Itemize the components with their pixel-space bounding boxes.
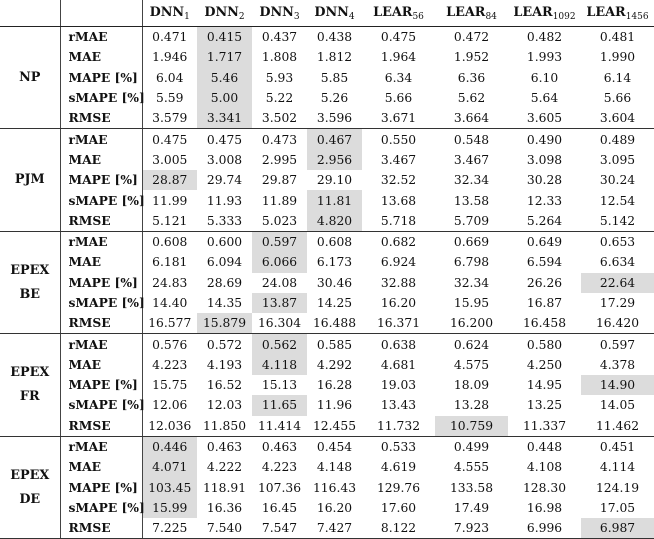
best-value-cell: 0.597 [252, 231, 307, 252]
value-cell: 0.576 [152, 337, 188, 352]
metric-label: sMAPE [%] [60, 498, 142, 518]
value-cell: 0.580 [526, 337, 563, 352]
value-cell: 1.964 [380, 50, 417, 65]
best-value-cell: 103.45 [142, 478, 197, 498]
value-cell: 16.200 [435, 313, 508, 334]
metric-label: MAPE [%] [60, 68, 142, 88]
value-cell: 0.482 [526, 30, 563, 45]
value-cell: 3.098 [526, 152, 563, 167]
value-cell: 0.548 [453, 132, 490, 147]
value-cell: 29.87 [261, 173, 298, 188]
value-cell: 1.808 [261, 50, 298, 65]
best-value-cell: 11.65 [252, 395, 307, 415]
value-cell: 6.14 [603, 70, 632, 85]
metric-label: MAE [60, 355, 142, 375]
value-cell: 15.75 [152, 378, 188, 393]
value-cell: 11.414 [252, 416, 307, 437]
value-cell: 16.458 [508, 313, 581, 334]
metric-label: sMAPE [%] [60, 190, 142, 210]
value-cell: 0.597 [599, 337, 636, 352]
metric-label: sMAPE [%] [60, 88, 142, 108]
value-cell: 4.222 [206, 460, 243, 475]
value-cell: 0.475 [380, 30, 417, 45]
best-value-cell: 0.415 [197, 27, 252, 48]
model-subscript: 4 [348, 11, 355, 22]
value-cell: 12.06 [152, 398, 188, 413]
model-name: LEAR [373, 4, 413, 20]
best-value-cell: 5.46 [197, 68, 252, 88]
best-value-cell: 0.562 [252, 334, 307, 355]
value-cell: 4.250 [526, 357, 563, 372]
model-subscript: 1 [184, 11, 190, 22]
best-value-cell: 15.879 [197, 313, 252, 334]
best-value-cell: 3.341 [197, 108, 252, 129]
value-cell: 3.671 [362, 108, 435, 129]
best-value-cell: 2.956 [307, 150, 362, 170]
metric-label: rMAE [60, 129, 142, 150]
value-cell: 0.463 [206, 440, 243, 455]
best-value-cell: 11.81 [307, 190, 362, 210]
value-cell: 5.62 [457, 91, 486, 106]
best-value-cell: 6.987 [581, 518, 654, 539]
value-cell: 5.22 [265, 91, 294, 106]
market-block [0, 334, 654, 436]
table-row [0, 129, 654, 150]
value-cell: 0.585 [316, 337, 353, 352]
value-cell: 7.923 [435, 518, 508, 539]
value-cell: 14.35 [206, 296, 243, 310]
value-cell: 28.69 [206, 275, 243, 290]
table-row [0, 88, 654, 108]
metric-label: RMSE [60, 416, 142, 437]
table-row [0, 150, 654, 170]
value-cell: 32.34 [453, 173, 490, 188]
value-cell: 0.624 [453, 337, 490, 352]
best-value-cell: 13.87 [252, 293, 307, 313]
value-cell: 16.36 [206, 500, 243, 515]
value-cell: 16.20 [380, 296, 417, 310]
table-row [0, 355, 654, 375]
table-row [0, 170, 654, 190]
value-cell: 6.173 [316, 255, 353, 270]
value-cell: 6.634 [599, 255, 636, 270]
table-row [0, 395, 654, 415]
value-cell: 24.83 [152, 275, 188, 290]
value-cell: 14.95 [526, 378, 563, 393]
value-cell: 7.547 [252, 518, 307, 539]
value-cell: 1.946 [152, 50, 188, 65]
table-row [0, 273, 654, 293]
value-cell: 14.40 [152, 296, 188, 310]
model-name: DNN [204, 4, 239, 20]
value-cell: 3.467 [380, 152, 417, 167]
market-label-line: EPEX [10, 365, 50, 381]
value-cell: 29.74 [206, 173, 243, 188]
table-row [0, 47, 654, 67]
value-cell: 5.85 [320, 70, 349, 85]
value-cell: 0.499 [453, 440, 490, 455]
best-value-cell: 28.87 [142, 170, 197, 190]
table-row [0, 252, 654, 272]
model-subscript: 84 [485, 11, 497, 22]
value-cell: 5.142 [581, 211, 654, 232]
value-cell: 11.462 [581, 416, 654, 437]
value-cell: 118.91 [202, 480, 247, 495]
metric-label: RMSE [60, 313, 142, 334]
value-cell: 107.36 [257, 480, 302, 495]
model-name: DNN [149, 4, 185, 20]
value-cell: 5.66 [384, 91, 413, 106]
value-cell: 5.93 [265, 70, 294, 85]
value-cell: 30.28 [526, 173, 563, 188]
header-row [0, 0, 654, 27]
value-cell: 17.05 [599, 500, 636, 515]
value-cell: 1.812 [316, 50, 353, 65]
header-model-7 [508, 0, 581, 27]
value-cell: 133.58 [449, 480, 494, 495]
value-cell: 12.455 [307, 416, 362, 437]
value-cell: 0.572 [206, 337, 243, 352]
header-model-2 [197, 0, 252, 27]
metric-label: MAE [60, 252, 142, 272]
value-cell: 7.540 [197, 518, 252, 539]
best-value-cell: 0.467 [307, 129, 362, 150]
value-cell: 17.60 [380, 500, 417, 515]
metric-label: rMAE [60, 231, 142, 252]
model-name: DNN [259, 4, 294, 20]
value-cell: 16.488 [307, 313, 362, 334]
value-cell: 14.05 [599, 398, 636, 413]
value-cell: 16.420 [581, 313, 654, 334]
market-label [0, 436, 60, 538]
header-metric-cell [60, 0, 142, 27]
best-value-cell: 4.071 [142, 457, 197, 477]
value-cell: 0.669 [453, 235, 490, 250]
value-cell: 24.08 [261, 275, 298, 290]
value-cell: 6.181 [152, 255, 188, 270]
value-cell: 6.34 [384, 70, 413, 85]
value-cell: 26.26 [526, 275, 563, 290]
header-model-1 [142, 0, 197, 27]
value-cell: 5.264 [508, 211, 581, 232]
value-cell: 3.604 [581, 108, 654, 129]
value-cell: 0.653 [599, 235, 636, 250]
table-row [0, 108, 654, 129]
best-value-cell: 4.820 [307, 211, 362, 232]
value-cell: 6.10 [530, 70, 559, 85]
value-cell: 11.99 [152, 193, 188, 208]
value-cell: 5.718 [362, 211, 435, 232]
header-market-cell [0, 0, 60, 27]
value-cell: 12.33 [526, 193, 563, 208]
value-cell: 129.76 [376, 480, 421, 495]
model-subscript: 1456 [625, 11, 649, 22]
metric-label: rMAE [60, 436, 142, 457]
best-value-cell: 0.446 [142, 436, 197, 457]
value-cell: 16.28 [316, 378, 353, 393]
model-name: DNN [314, 4, 349, 20]
table-row [0, 498, 654, 518]
value-cell: 4.619 [380, 460, 417, 475]
market-label [0, 27, 60, 129]
metric-label: MAPE [%] [60, 375, 142, 395]
value-cell: 3.605 [508, 108, 581, 129]
table-header [0, 0, 654, 27]
table-row [0, 478, 654, 498]
value-cell: 0.475 [152, 132, 188, 147]
model-name: LEAR [586, 4, 626, 20]
market-block [0, 27, 654, 129]
value-cell: 11.850 [197, 416, 252, 437]
market-block [0, 436, 654, 538]
value-cell: 4.681 [380, 357, 417, 372]
value-cell: 17.49 [453, 500, 490, 515]
value-cell: 0.550 [380, 132, 417, 147]
value-cell: 116.43 [312, 480, 357, 495]
value-cell: 30.24 [599, 173, 636, 188]
value-cell: 32.34 [453, 275, 490, 290]
value-cell: 4.193 [206, 357, 243, 372]
value-cell: 5.66 [603, 91, 632, 106]
value-cell: 0.638 [380, 337, 417, 352]
best-value-cell: 10.759 [435, 416, 508, 437]
market-label [0, 129, 60, 231]
table-row [0, 457, 654, 477]
metric-label: MAE [60, 150, 142, 170]
value-cell: 13.68 [380, 193, 417, 208]
value-cell: 6.36 [457, 70, 486, 85]
value-cell: 13.58 [453, 193, 490, 208]
market-label-line: EPEX [10, 467, 50, 483]
value-cell: 5.333 [197, 211, 252, 232]
value-cell: 4.575 [453, 357, 490, 372]
value-cell: 5.64 [530, 91, 559, 106]
value-cell: 4.148 [316, 460, 353, 475]
header-model-3 [252, 0, 307, 27]
metric-label: RMSE [60, 108, 142, 129]
market-block [0, 231, 654, 333]
value-cell: 29.10 [316, 173, 353, 188]
table-row [0, 375, 654, 395]
value-cell: 30.46 [316, 275, 353, 290]
value-cell: 6.924 [380, 255, 417, 270]
value-cell: 0.481 [599, 30, 636, 45]
market-label-line: PJM [14, 172, 45, 188]
value-cell: 3.008 [206, 152, 243, 167]
value-cell: 8.122 [362, 518, 435, 539]
value-cell: 13.28 [453, 398, 490, 413]
market-block [0, 129, 654, 231]
value-cell: 6.996 [508, 518, 581, 539]
value-cell: 5.121 [142, 211, 197, 232]
metric-label: MAE [60, 47, 142, 67]
value-cell: 16.371 [362, 313, 435, 334]
table-row [0, 313, 654, 334]
value-cell: 11.89 [261, 193, 298, 208]
value-cell: 0.463 [261, 440, 298, 455]
value-cell: 3.095 [599, 152, 636, 167]
metric-label: MAPE [%] [60, 273, 142, 293]
best-value-cell: 6.066 [252, 252, 307, 272]
value-cell: 12.03 [206, 398, 243, 413]
market-label [0, 231, 60, 333]
value-cell: 0.533 [380, 440, 417, 455]
value-cell: 0.649 [526, 235, 563, 250]
header-model-4 [307, 0, 362, 27]
table-row [0, 518, 654, 539]
market-label-line: FR [19, 389, 40, 405]
value-cell: 11.732 [362, 416, 435, 437]
value-cell: 16.98 [526, 500, 563, 515]
market-label-line: DE [19, 491, 41, 507]
metric-label: RMSE [60, 211, 142, 232]
best-value-cell: 22.64 [581, 273, 654, 293]
value-cell: 3.005 [152, 152, 188, 167]
value-cell: 7.225 [142, 518, 197, 539]
value-cell: 0.454 [316, 440, 353, 455]
value-cell: 18.09 [453, 378, 490, 393]
value-cell: 7.427 [307, 518, 362, 539]
value-cell: 128.30 [522, 480, 567, 495]
value-cell: 3.467 [453, 152, 490, 167]
value-cell: 6.798 [453, 255, 490, 270]
value-cell: 4.114 [599, 460, 636, 475]
value-cell: 16.45 [261, 500, 298, 515]
value-cell: 0.437 [261, 30, 298, 45]
value-cell: 17.29 [599, 296, 636, 310]
model-subscript: 56 [412, 11, 424, 22]
value-cell: 0.608 [152, 235, 188, 250]
value-cell: 16.304 [252, 313, 307, 334]
metric-label: sMAPE [%] [60, 395, 142, 415]
value-cell: 0.608 [316, 235, 353, 250]
value-cell: 3.596 [307, 108, 362, 129]
value-cell: 0.472 [453, 30, 490, 45]
table-row [0, 27, 654, 48]
value-cell: 124.19 [595, 480, 640, 495]
value-cell: 15.95 [453, 296, 490, 310]
value-cell: 13.25 [526, 398, 563, 413]
value-cell: 14.25 [316, 296, 353, 310]
value-cell: 6.04 [156, 70, 184, 85]
value-cell: 2.995 [261, 152, 298, 167]
value-cell: 16.20 [316, 500, 353, 515]
best-value-cell: 1.717 [197, 47, 252, 67]
value-cell: 16.87 [526, 296, 563, 310]
model-subscript: 1092 [552, 11, 576, 22]
market-label-line: EPEX [10, 262, 50, 278]
value-cell: 0.438 [316, 30, 353, 45]
table-row [0, 211, 654, 232]
table-row [0, 231, 654, 252]
value-cell: 0.682 [380, 235, 417, 250]
value-cell: 6.594 [526, 255, 563, 270]
header-model-6 [435, 0, 508, 27]
metric-label: rMAE [60, 27, 142, 48]
value-cell: 3.502 [252, 108, 307, 129]
value-cell: 12.54 [599, 193, 636, 208]
market-label-line: NP [19, 69, 41, 85]
value-cell: 5.26 [320, 91, 349, 106]
best-value-cell: 5.00 [197, 88, 252, 108]
value-cell: 6.094 [206, 255, 243, 270]
value-cell: 15.13 [261, 378, 298, 393]
model-name: LEAR [513, 4, 553, 20]
best-value-cell: 4.118 [252, 355, 307, 375]
value-cell: 4.378 [599, 357, 636, 372]
value-cell: 4.223 [152, 357, 188, 372]
value-cell: 13.43 [380, 398, 417, 413]
value-cell: 0.448 [526, 440, 563, 455]
value-cell: 0.490 [526, 132, 563, 147]
value-cell: 32.52 [380, 173, 417, 188]
table-row [0, 334, 654, 355]
value-cell: 5.023 [252, 211, 307, 232]
metric-label: sMAPE [%] [60, 293, 142, 313]
value-cell: 1.990 [599, 50, 636, 65]
model-subscript: 3 [293, 11, 300, 22]
value-cell: 1.952 [453, 50, 490, 65]
table-row [0, 416, 654, 437]
metric-label: rMAE [60, 334, 142, 355]
header-model-5 [362, 0, 435, 27]
value-cell: 11.96 [316, 398, 353, 413]
header-model-8 [581, 0, 654, 27]
metric-label: RMSE [60, 518, 142, 539]
table-row [0, 190, 654, 210]
model-name: LEAR [446, 4, 486, 20]
model-subscript: 2 [238, 11, 245, 22]
value-cell: 16.577 [142, 313, 197, 334]
value-cell: 0.473 [261, 132, 298, 147]
value-cell: 32.88 [380, 275, 417, 290]
table-row [0, 293, 654, 313]
metric-label: MAPE [%] [60, 478, 142, 498]
market-label-line: BE [19, 286, 41, 302]
value-cell: 11.93 [206, 193, 243, 208]
value-cell: 0.475 [206, 132, 243, 147]
metric-label: MAPE [%] [60, 170, 142, 190]
value-cell: 3.664 [435, 108, 508, 129]
value-cell: 0.451 [599, 440, 636, 455]
best-value-cell: 14.90 [581, 375, 654, 395]
value-cell: 4.292 [316, 357, 353, 372]
market-label [0, 334, 60, 436]
value-cell: 3.579 [142, 108, 197, 129]
value-cell: 0.489 [599, 132, 636, 147]
value-cell: 5.709 [435, 211, 508, 232]
value-cell: 1.993 [526, 50, 563, 65]
value-cell: 4.223 [261, 460, 298, 475]
value-cell: 16.52 [206, 378, 243, 393]
value-cell: 4.108 [526, 460, 563, 475]
value-cell: 12.036 [142, 416, 197, 437]
metric-label: MAE [60, 457, 142, 477]
value-cell: 5.59 [156, 91, 184, 106]
value-cell: 0.471 [152, 30, 188, 45]
value-cell: 4.555 [453, 460, 490, 475]
value-cell: 0.600 [206, 235, 243, 250]
value-cell: 11.337 [508, 416, 581, 437]
table-row [0, 68, 654, 88]
table-row [0, 436, 654, 457]
best-value-cell: 15.99 [142, 498, 197, 518]
value-cell: 19.03 [380, 378, 417, 393]
